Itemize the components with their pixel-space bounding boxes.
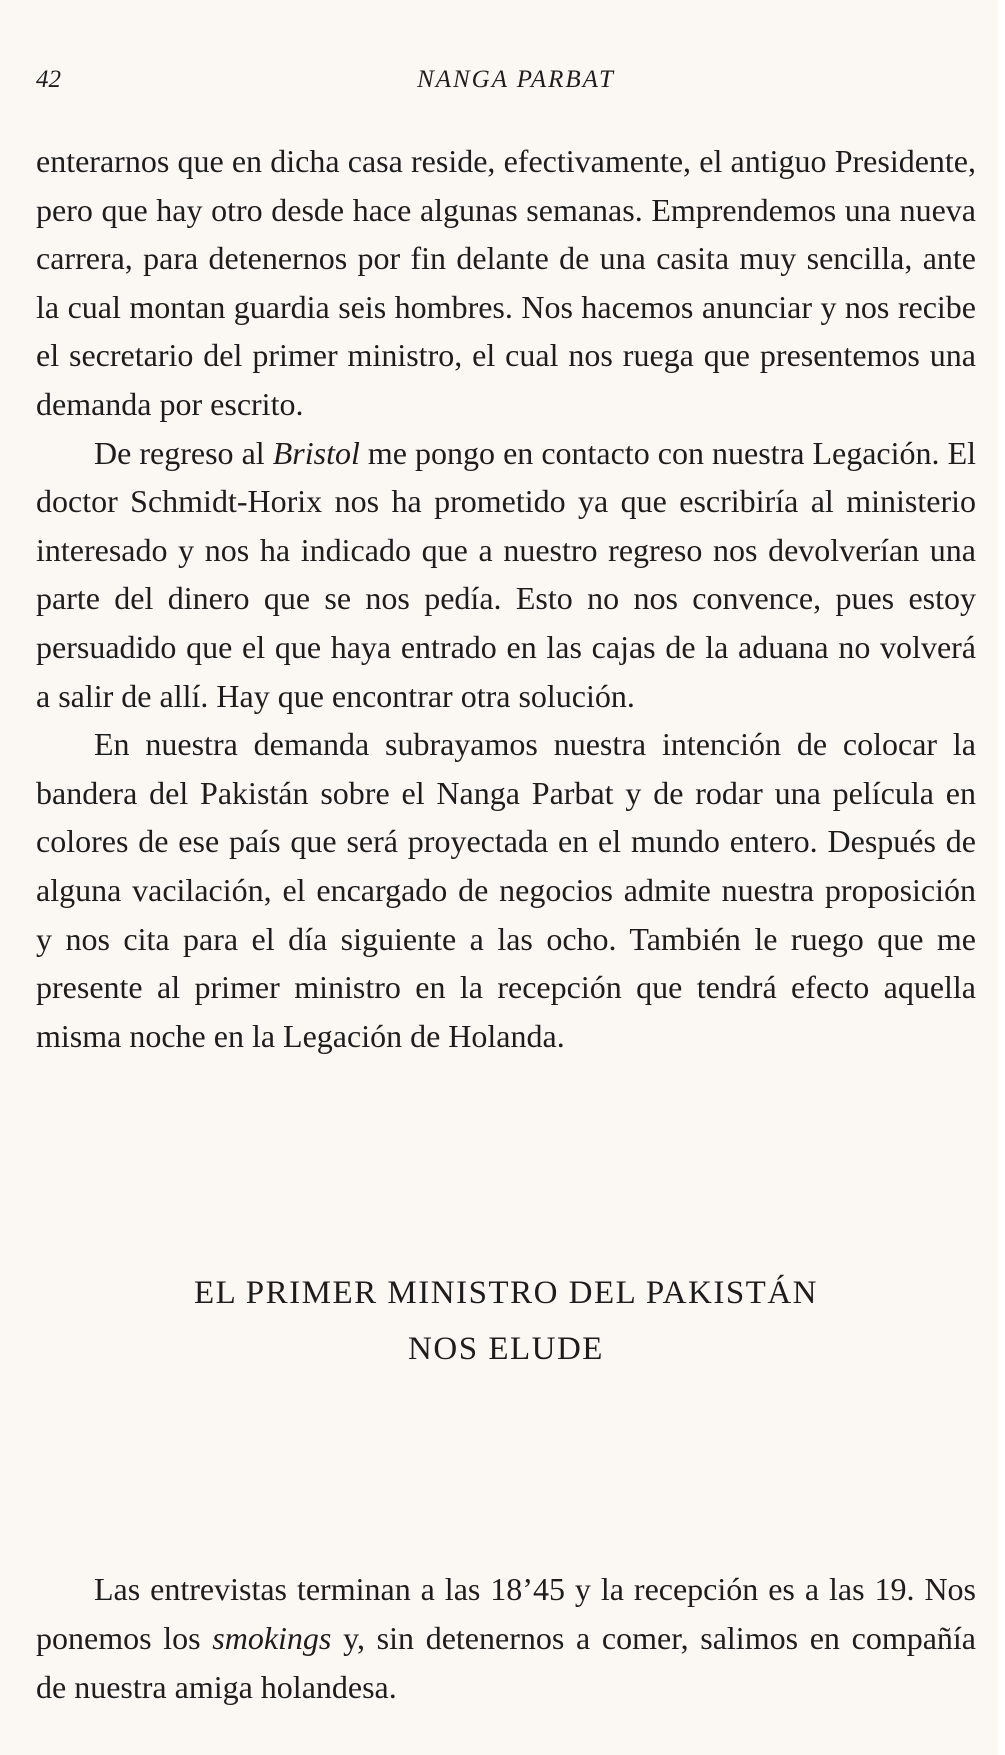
paragraph-2: [36, 429, 976, 721]
hotel-name-italic: Bristol: [272, 434, 360, 471]
page-edge: [998, 0, 1005, 1755]
section-paragraph-start: Las entrevistas terminan a las 18’45 y la recepción es a las 19. Nos ponemos los: [36, 1571, 976, 1656]
running-title: NANGA PARBAT: [417, 66, 615, 93]
paragraph-3: En nuestra demanda subrayamos nuestra intención de colocar la bandera del Pakistán sobre el Nanga Parbat y de rodar una película en colores de ese país que será proyectada en el mundo entero. Después de alguna vacilación, el encargado de negocios admite nuestra proposición y nos cita para el día siguiente a las ocho. También le ruego que me presente al primer ministro en la recepción que tendrá efecto aquella misma noche en la Legación de Holanda.: [36, 726, 976, 1054]
page-number: 42: [36, 66, 61, 93]
page-header: [36, 66, 976, 100]
paragraph-2-rest: me pongo en contacto con nuestra Legación. El doctor Schmidt-Horix nos ha prometido ya que escribiría al ministerio interesado y nos ha indicado que a nuestro regreso nos devolverían una parte del dinero que se nos pedía. Esto no nos convence, pues estoy persuadido que el que haya entrado en las cajas de la aduana no volverá a salir de allí. Hay que encontrar otra solución.: [36, 434, 976, 714]
section-heading-line-2: NOS ELUDE: [408, 1331, 604, 1367]
section-paragraph: [36, 1565, 976, 1712]
smokings-italic: smokings: [212, 1620, 332, 1656]
body-text: [36, 137, 976, 1060]
section-paragraph-rest: y, sin detenernos a comer, salimos en compañía de nuestra amiga holandesa.: [36, 1620, 976, 1705]
paragraph-2-start: De regreso al: [94, 434, 273, 471]
paragraph-1: enterarnos que en dicha casa reside, efectivamente, el antiguo Presidente, pero que hay otro desde hace algunas semanas. Emprendemos una nueva carrera, para detenernos por fin delante de una casita muy sencilla, ante la cual montan guardia seis hombres. Nos hacemos anunciar y nos recibe el secretario del primer ministro, el cual nos ruega que presentemos una demanda por escrito.: [36, 143, 976, 422]
section-body: [36, 1565, 976, 1712]
section-heading-line-1: EL PRIMER MINISTRO DEL PAKISTÁN: [193, 1275, 819, 1311]
section-heading: [36, 1265, 976, 1377]
